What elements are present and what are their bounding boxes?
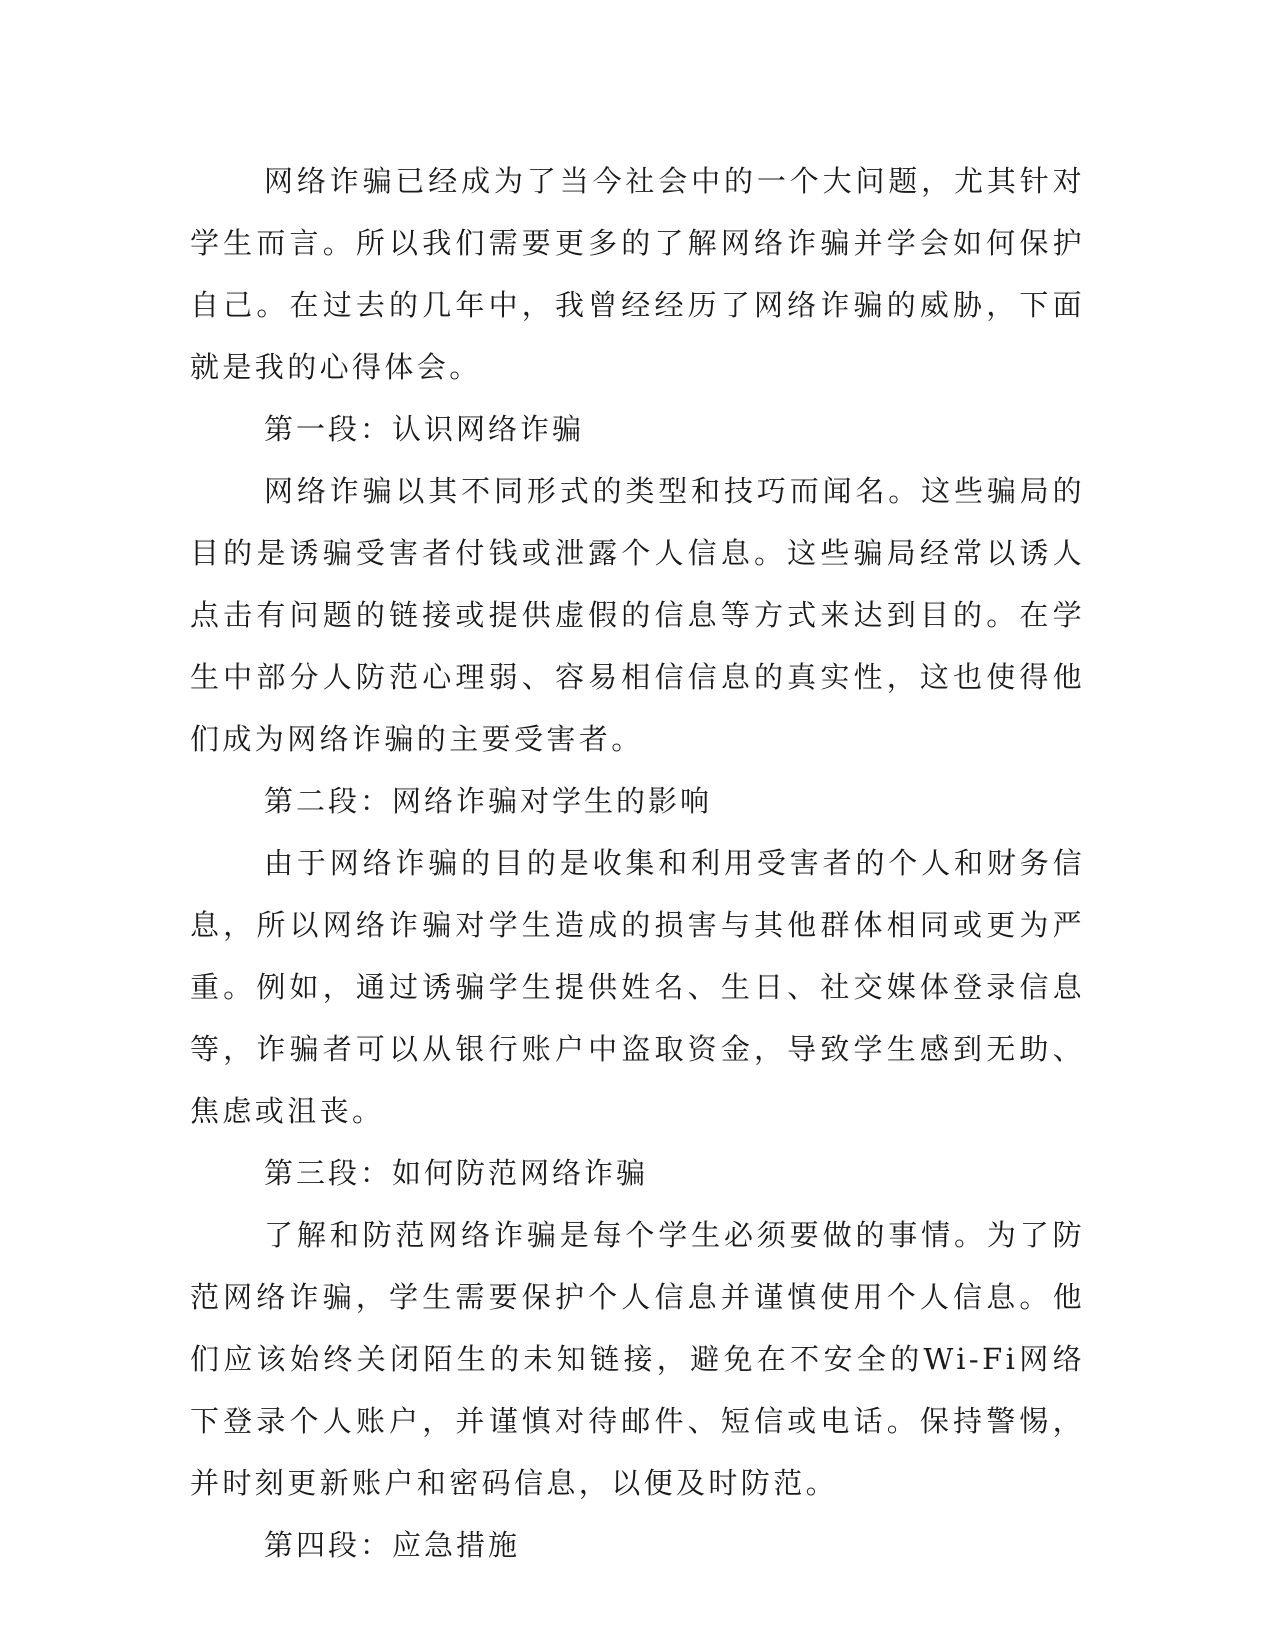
document-body xyxy=(190,150,1085,1576)
section-3-paragraph: 了解和防范网络诈骗是每个学生必须要做的事情。为了防范网络诈骗，学生需要保护个人信息并谨慎使用个人信息。他们应该始终关闭陌生的未知链接，避免在不安全的Wi-Fi网络下登录个人账户，并谨慎对待邮件、短信或电话。保持警惕，并时刻更新账户和密码信息，以便及时防范。 xyxy=(190,1218,1085,1500)
section-2-heading: 第二段：网络诈骗对学生的影响 xyxy=(264,784,713,818)
intro-paragraph: 网络诈骗已经成为了当今社会中的一个大问题，尤其针对学生而言。所以我们需要更多的了解网络诈骗并学会如何保护自己。在过去的几年中，我曾经经历了网络诈骗的威胁，下面就是我的心得体会。 xyxy=(190,164,1085,384)
section-1-paragraph: 网络诈骗以其不同形式的类型和技巧而闻名。这些骗局的目的是诱骗受害者付钱或泄露个人信息。这些骗局经常以诱人点击有问题的链接或提供虚假的信息等方式来达到目的。在学生中部分人防范心理弱、容易相信信息的真实性，这也使得他们成为网络诈骗的主要受害者。 xyxy=(190,474,1085,756)
section-3-heading: 第三段：如何防范网络诈骗 xyxy=(264,1156,649,1190)
section-4-heading: 第四段：应急措施 xyxy=(264,1528,521,1562)
section-1-heading: 第一段：认识网络诈骗 xyxy=(264,412,585,446)
section-2-paragraph: 由于网络诈骗的目的是收集和利用受害者的个人和财务信息，所以网络诈骗对学生造成的损害与其他群体相同或更为严重。例如，通过诱骗学生提供姓名、生日、社交媒体登录信息等，诈骗者可以从银行账户中盗取资金，导致学生感到无助、焦虑或沮丧。 xyxy=(190,846,1085,1128)
